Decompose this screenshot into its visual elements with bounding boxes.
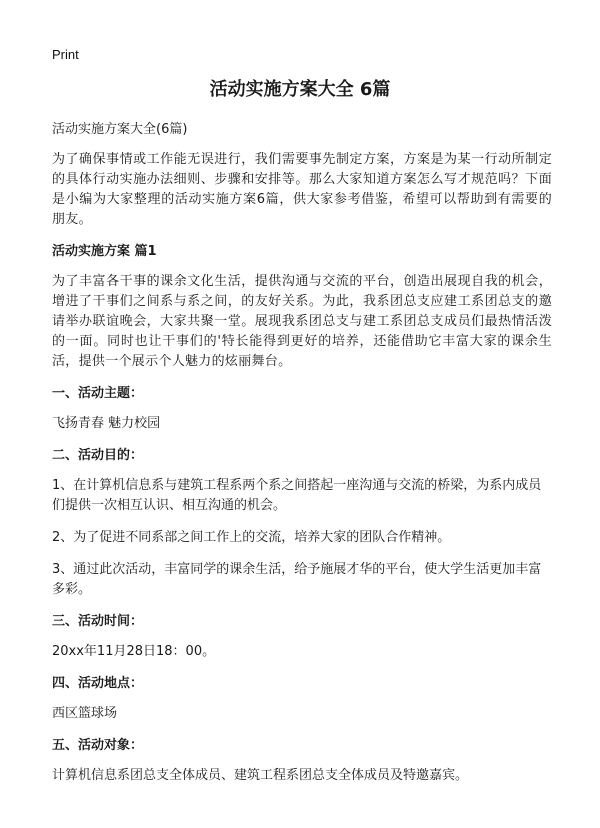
place-heading: 四、活动地点： xyxy=(52,676,144,691)
time-heading: 三、活动时间： xyxy=(52,614,144,629)
purpose-heading: 二、活动目的： xyxy=(52,448,144,463)
purpose-item: 2、为了促进不同系部之间工作上的交流，培养大家的团队合作精神。 xyxy=(52,530,451,545)
target-text: 计算机信息系团总支全体成员、建筑工程系团总支全体成员及特邀嘉宾。 xyxy=(52,768,469,783)
plan1-intro-paragraph: 为了丰富各干事的课余文化生活，提供沟通与交流的平台，创造出展现自我的机会，增进了干事们之间系与系之间，的友好关系。为此，我系团总支应建工系团总支的邀请举办联谊晚会，大家共聚一堂。展现我系团总支与建工系团总支成员们最热情活泼的一面。同时也让干事们的'特长能得到更好的培养，还能借助它丰富大家的课余生活，提供一个展示个人魅力的炫丽舞台。 xyxy=(52,274,552,369)
document-subtitle: 活动实施方案大全(6篇) xyxy=(52,122,188,137)
plan1-heading: 活动实施方案 篇1 xyxy=(52,244,157,259)
time-text: 20xx年11月28日18：00。 xyxy=(52,644,216,659)
document-body xyxy=(52,120,552,798)
theme-text: 飞扬青春 魅力校园 xyxy=(52,416,161,431)
place-text: 西区篮球场 xyxy=(52,706,118,721)
target-heading: 五、活动对象： xyxy=(52,738,144,753)
purpose-item: 3、通过此次活动，丰富同学的课余生活，给予施展才华的平台，使大学生活更加丰富多彩。 xyxy=(52,562,542,597)
intro-paragraph: 为了确保事情或工作能无误进行，我们需要事先制定方案，方案是为某一行动所制定的具体行动实施办法细则、步骤和安排等。那么大家知道方案怎么写才规范吗？下面是小编为大家整理的活动实施方案6篇，供大家参考借鉴，希望可以帮助到有需要的朋友。 xyxy=(52,152,552,227)
print-link[interactable]: Print xyxy=(52,47,79,62)
page-title: 活动实施方案大全 6篇 xyxy=(209,79,391,100)
purpose-item: 1、在计算机信息系与建筑工程系两个系之间搭起一座沟通与交流的桥梁，为系内成员们提供一次相互认识、相互沟通的机会。 xyxy=(52,478,542,513)
theme-heading: 一、活动主题： xyxy=(52,386,144,401)
